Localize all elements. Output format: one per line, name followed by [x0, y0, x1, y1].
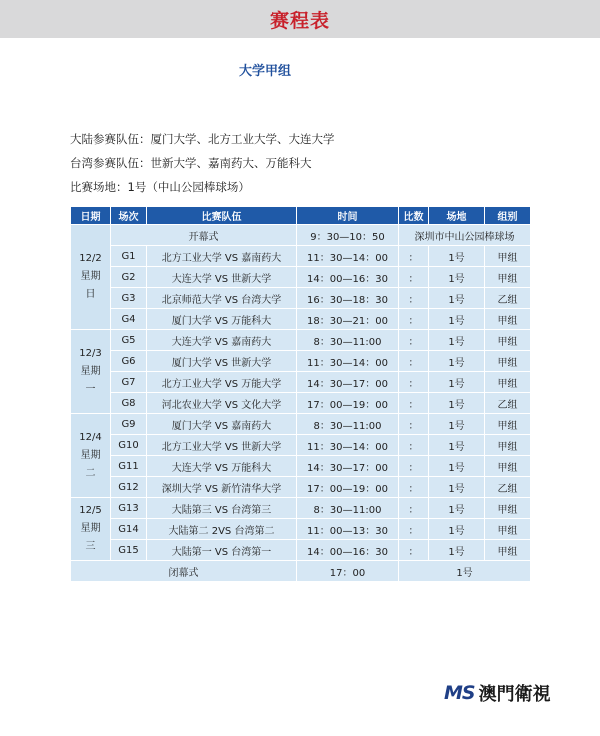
- game-group: 甲组: [485, 246, 531, 267]
- table-row: [71, 435, 531, 456]
- game-score: ：: [399, 435, 429, 456]
- game-no: G3: [111, 288, 147, 309]
- game-teams: 河北农业大学 VS 文化大学: [147, 393, 297, 414]
- table-row: [71, 393, 531, 414]
- game-score: ：: [399, 498, 429, 519]
- date-cell-day1: [71, 225, 111, 330]
- date-line: 12/2: [79, 253, 102, 264]
- date-line: 一: [85, 383, 96, 395]
- table-row: [71, 372, 531, 393]
- header-teams: 比赛队伍: [147, 207, 297, 225]
- table-row: [71, 540, 531, 561]
- game-no: G5: [111, 330, 147, 351]
- header-group: 组别: [485, 207, 531, 225]
- game-teams: 北方工业大学 VS 嘉南药大: [147, 246, 297, 267]
- date-line: 12/3: [79, 347, 102, 359]
- game-no: G14: [111, 519, 147, 540]
- game-group: 甲组: [485, 330, 531, 351]
- game-group: 甲组: [485, 498, 531, 519]
- table-row: [71, 498, 531, 519]
- table-row: [71, 477, 531, 498]
- game-field: 1号: [429, 435, 485, 456]
- game-field: 1号: [429, 477, 485, 498]
- date-line: 星期: [80, 271, 101, 282]
- game-teams: 大连大学 VS 万能科大: [147, 456, 297, 477]
- header-field: 场地: [429, 207, 485, 225]
- game-no: G6: [111, 351, 147, 372]
- game-group: 乙组: [485, 288, 531, 309]
- game-field: 1号: [429, 267, 485, 288]
- game-no: G10: [111, 435, 147, 456]
- game-teams: 大连大学 VS 嘉南药大: [147, 330, 297, 351]
- game-group: 甲组: [485, 435, 531, 456]
- game-time: 11：30—14：00: [297, 246, 399, 267]
- game-time: 16：30—18：30: [297, 288, 399, 309]
- header-game-no: 场次: [111, 207, 147, 225]
- game-field: 1号: [429, 309, 485, 330]
- game-no: G4: [111, 309, 147, 330]
- game-no: G1: [111, 246, 147, 267]
- closing-label: 闭幕式: [71, 561, 297, 582]
- game-field: 1号: [429, 351, 485, 372]
- game-field: 1号: [429, 456, 485, 477]
- game-time: 17：00—19：00: [297, 393, 399, 414]
- game-field: 1号: [429, 330, 485, 351]
- header-date: 日期: [71, 207, 111, 225]
- game-teams: 北方工业大学 VS 万能大学: [147, 372, 297, 393]
- game-no: G15: [111, 540, 147, 561]
- game-teams: 深圳大学 VS 新竹清华大学: [147, 477, 297, 498]
- date-line: 星期: [80, 523, 101, 534]
- table-row: [71, 330, 531, 351]
- page-title: 赛程表: [269, 9, 330, 32]
- date-cell-day2: [71, 330, 111, 414]
- game-time: 8：30—11:00: [297, 330, 399, 351]
- section-title: 大学甲组: [238, 64, 291, 79]
- game-group: 甲组: [485, 267, 531, 288]
- game-field: 1号: [429, 540, 485, 561]
- game-field: 1号: [429, 246, 485, 267]
- game-teams: 厦门大学 VS 世新大学: [147, 351, 297, 372]
- game-score: ：: [399, 246, 429, 267]
- game-field: 1号: [429, 519, 485, 540]
- table-row: [71, 414, 531, 435]
- table-row: [71, 519, 531, 540]
- table-row: [71, 456, 531, 477]
- game-no: G13: [111, 498, 147, 519]
- game-field: 1号: [429, 372, 485, 393]
- logo-chinese-name: 澳門衛視: [478, 684, 551, 705]
- table-row: [71, 246, 531, 267]
- game-score: ：: [399, 288, 429, 309]
- game-time: 14：00—16：30: [297, 540, 399, 561]
- opening-row: [71, 225, 531, 246]
- date-cell-day4: [71, 498, 111, 561]
- opening-time: 9：30—10：50: [297, 225, 399, 246]
- game-no: G8: [111, 393, 147, 414]
- opening-venue: 深圳市中山公园棒球场: [399, 225, 531, 246]
- logo-ms-mark: MS: [444, 682, 475, 704]
- game-no: G12: [111, 477, 147, 498]
- game-time: 8：30—11:00: [297, 414, 399, 435]
- game-field: 1号: [429, 414, 485, 435]
- game-no: G11: [111, 456, 147, 477]
- game-field: 1号: [429, 393, 485, 414]
- game-score: ：: [399, 393, 429, 414]
- game-group: 甲组: [485, 456, 531, 477]
- macau-tv-logo: [444, 678, 574, 708]
- game-teams: 北京师范大学 VS 台湾大学: [147, 288, 297, 309]
- date-line: 12/5: [79, 505, 102, 516]
- venue-text: 比赛场地：1号（中山公园棒球场）: [70, 180, 250, 194]
- date-line: 星期: [80, 449, 101, 461]
- game-group: 甲组: [485, 309, 531, 330]
- game-score: ：: [399, 309, 429, 330]
- game-score: ：: [399, 519, 429, 540]
- date-line: 三: [85, 541, 96, 552]
- date-line: 12/4: [79, 431, 102, 443]
- game-no: G7: [111, 372, 147, 393]
- game-field: 1号: [429, 498, 485, 519]
- table-header-row: [71, 207, 531, 225]
- game-score: ：: [399, 414, 429, 435]
- game-score: ：: [399, 267, 429, 288]
- game-time: 18：30—21：00: [297, 309, 399, 330]
- game-no: G2: [111, 267, 147, 288]
- game-teams: 大陆第三 VS 台湾第三: [147, 498, 297, 519]
- schedule-table: [70, 206, 531, 582]
- game-time: 14：30—17：00: [297, 456, 399, 477]
- opening-label: 开幕式: [111, 225, 297, 246]
- taiwan-teams-text: 台湾参赛队伍：世新大学、嘉南药大、万能科大: [70, 156, 312, 170]
- table-row: [71, 267, 531, 288]
- game-score: ：: [399, 330, 429, 351]
- table-row: [71, 309, 531, 330]
- game-time: 11：30—14：00: [297, 351, 399, 372]
- game-score: ：: [399, 477, 429, 498]
- game-score: ：: [399, 456, 429, 477]
- game-group: 甲组: [485, 351, 531, 372]
- game-time: 14：00—16：30: [297, 267, 399, 288]
- game-group: 乙组: [485, 477, 531, 498]
- header-time: 时间: [297, 207, 399, 225]
- game-group: 乙组: [485, 393, 531, 414]
- game-teams: 大陆第一 VS 台湾第一: [147, 540, 297, 561]
- game-score: ：: [399, 540, 429, 561]
- game-teams: 北方工业大学 VS 世新大学: [147, 435, 297, 456]
- page-header: [0, 0, 600, 38]
- game-time: 14：30—17：00: [297, 372, 399, 393]
- game-score: ：: [399, 372, 429, 393]
- game-teams: 厦门大学 VS 嘉南药大: [147, 414, 297, 435]
- game-time: 11：30—14：00: [297, 435, 399, 456]
- date-line: 日: [85, 289, 96, 300]
- date-line: 二: [85, 467, 96, 479]
- game-no: G9: [111, 414, 147, 435]
- table-row: [71, 351, 531, 372]
- closing-time: 17：00: [297, 561, 399, 582]
- game-teams: 大陆第二 2VS 台湾第二: [147, 519, 297, 540]
- game-time: 11：00—13：30: [297, 519, 399, 540]
- date-cell-day3: [71, 414, 111, 498]
- game-group: 甲组: [485, 372, 531, 393]
- table-row: [71, 288, 531, 309]
- game-time: 17：00—19：00: [297, 477, 399, 498]
- mainland-teams-text: 大陆参赛队伍：厦门大学、北方工业大学、大连大学: [70, 132, 335, 146]
- date-line: 星期: [80, 365, 101, 377]
- header-score: 比数: [399, 207, 429, 225]
- game-field: 1号: [429, 288, 485, 309]
- closing-venue: 1号: [399, 561, 531, 582]
- closing-row: [71, 561, 531, 582]
- game-group: 甲组: [485, 540, 531, 561]
- game-score: ：: [399, 351, 429, 372]
- game-group: 甲组: [485, 414, 531, 435]
- game-teams: 大连大学 VS 世新大学: [147, 267, 297, 288]
- game-time: 8：30—11:00: [297, 498, 399, 519]
- game-teams: 厦门大学 VS 万能科大: [147, 309, 297, 330]
- game-group: 甲组: [485, 519, 531, 540]
